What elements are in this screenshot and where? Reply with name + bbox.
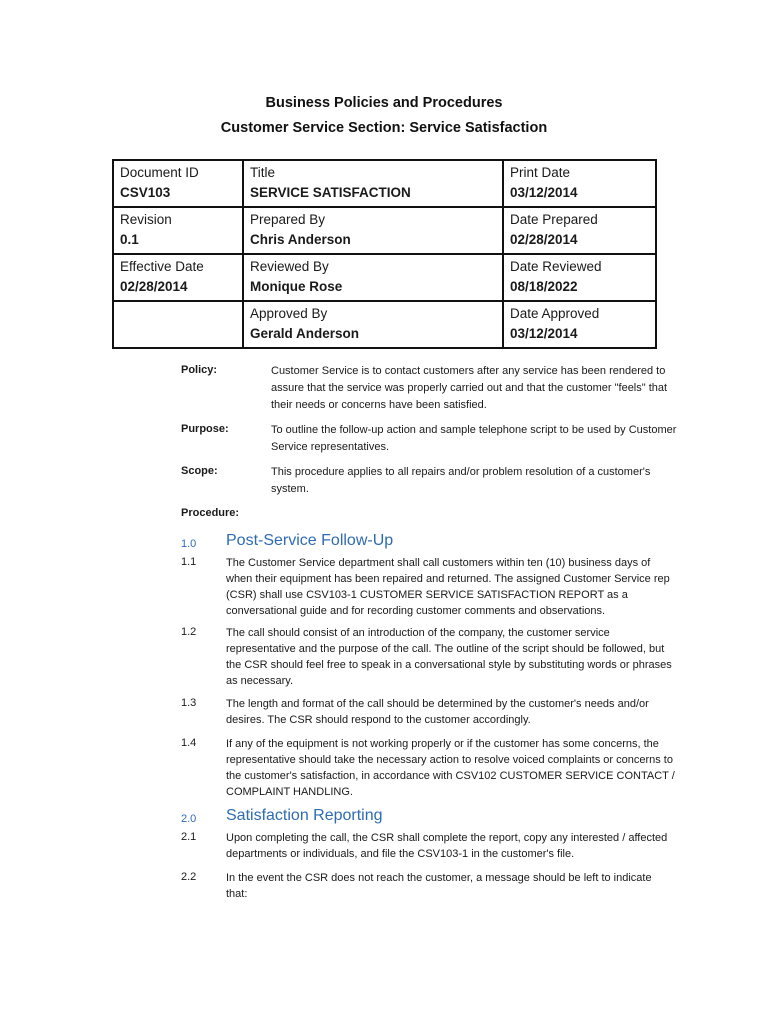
table-cell — [503, 301, 656, 348]
table-cell — [113, 207, 243, 254]
table-cell — [503, 254, 656, 301]
policy-text: Customer Service is to contact customers after any service has been rendered to assure that the service was properly carried out and that the customer "feels" that their needs or concerns have been satisfied. — [271, 365, 668, 411]
item-number: 2.2 — [181, 871, 197, 883]
item-number: 2.1 — [181, 831, 197, 843]
cell-label: Prepared By — [250, 212, 326, 227]
cell-value: Gerald Anderson — [250, 326, 360, 341]
table-cell — [243, 207, 503, 254]
purpose-label: Purpose: — [181, 423, 229, 435]
cell-value: Monique Rose — [250, 279, 343, 294]
cell-value: 02/28/2014 — [510, 232, 578, 247]
item-text: The call should consist of an introduction of the company, the customer service representative and the purpose of the call. The outline of the script should be followed, but the CSR should feel free to speak in a conversational style by substituting words or phrases as necessary. — [226, 627, 672, 687]
table-cell — [503, 207, 656, 254]
cell-label: Revision — [120, 212, 172, 227]
scope-label: Scope: — [181, 465, 218, 477]
cell-value: 03/12/2014 — [510, 185, 578, 200]
purpose-text: To outline the follow-up action and sample telephone script to be used by Customer Service representatives. — [271, 424, 677, 453]
table-cell — [243, 301, 503, 348]
section-heading: Post-Service Follow-Up — [226, 532, 394, 549]
cell-value: 08/18/2022 — [510, 279, 578, 294]
cell-label: Date Approved — [510, 306, 600, 321]
cell-label: Effective Date — [120, 259, 204, 274]
procedure-label: Procedure: — [181, 507, 240, 519]
table-row — [113, 301, 656, 348]
policy-label: Policy: — [181, 364, 218, 376]
document-info-table — [112, 159, 657, 349]
table-row — [113, 254, 656, 301]
table-row — [113, 207, 656, 254]
cell-label: Approved By — [250, 306, 328, 321]
cell-value: CSV103 — [120, 185, 171, 200]
cell-label: Print Date — [510, 165, 571, 180]
item-text: If any of the equipment is not working properly or if the customer has some concerns, the representative should take the necessary action to resolve voiced complaints or concerns to the customer's satisfaction, in accordance with CSV102 CUSTOMER SERVICE CONTACT / COMPLAINT HANDLING. — [226, 738, 675, 798]
cell-value: 0.1 — [120, 232, 139, 247]
document-subtitle: Customer Service Section: Service Satisfaction — [220, 120, 548, 136]
cell-label: Reviewed By — [250, 259, 329, 274]
section-number: 2.0 — [181, 813, 197, 825]
item-number: 1.1 — [181, 556, 197, 568]
item-text: The length and format of the call should be determined by the customer's needs and/or desires. The CSR should respond to the customer accordingly. — [226, 698, 649, 726]
item-number: 1.3 — [181, 697, 197, 709]
table-cell — [113, 254, 243, 301]
table-cell — [243, 160, 503, 207]
cell-value: 03/12/2014 — [510, 326, 578, 341]
cell-label: Date Reviewed — [510, 259, 602, 274]
cell-value: SERVICE SATISFACTION — [250, 185, 411, 200]
table-cell — [503, 160, 656, 207]
table-cell — [113, 160, 243, 207]
item-text: The Customer Service department shall call customers within ten (10) business days of when their equipment has been repaired and returned. The assigned Customer Service rep (CSR) shall use CSV103-1 CUSTOMER SERVICE SATISFACTION REPORT as a conversational guide and for recording customer comments and observations. — [226, 557, 670, 617]
item-text: Upon completing the call, the CSR shall complete the report, copy any interested / affected departments or individuals, and file the CSV103-1 in the customer's file. — [226, 832, 668, 860]
section-heading: Satisfaction Reporting — [226, 807, 383, 824]
cell-label: Title — [250, 165, 276, 180]
item-number: 1.4 — [181, 737, 197, 749]
table-cell — [113, 301, 243, 348]
cell-label: Date Prepared — [510, 212, 598, 227]
document-title: Business Policies and Procedures — [265, 95, 503, 111]
cell-label: Document ID — [120, 165, 199, 180]
table-row — [113, 160, 656, 207]
cell-value: Chris Anderson — [250, 232, 351, 247]
scope-text: This procedure applies to all repairs and/or problem resolution of a customer's system. — [271, 466, 651, 495]
item-text: In the event the CSR does not reach the customer, a message should be left to indicate that: — [226, 872, 652, 900]
cell-value: 02/28/2014 — [120, 279, 188, 294]
table-cell — [243, 254, 503, 301]
item-number: 1.2 — [181, 626, 197, 638]
section-number: 1.0 — [181, 538, 197, 550]
